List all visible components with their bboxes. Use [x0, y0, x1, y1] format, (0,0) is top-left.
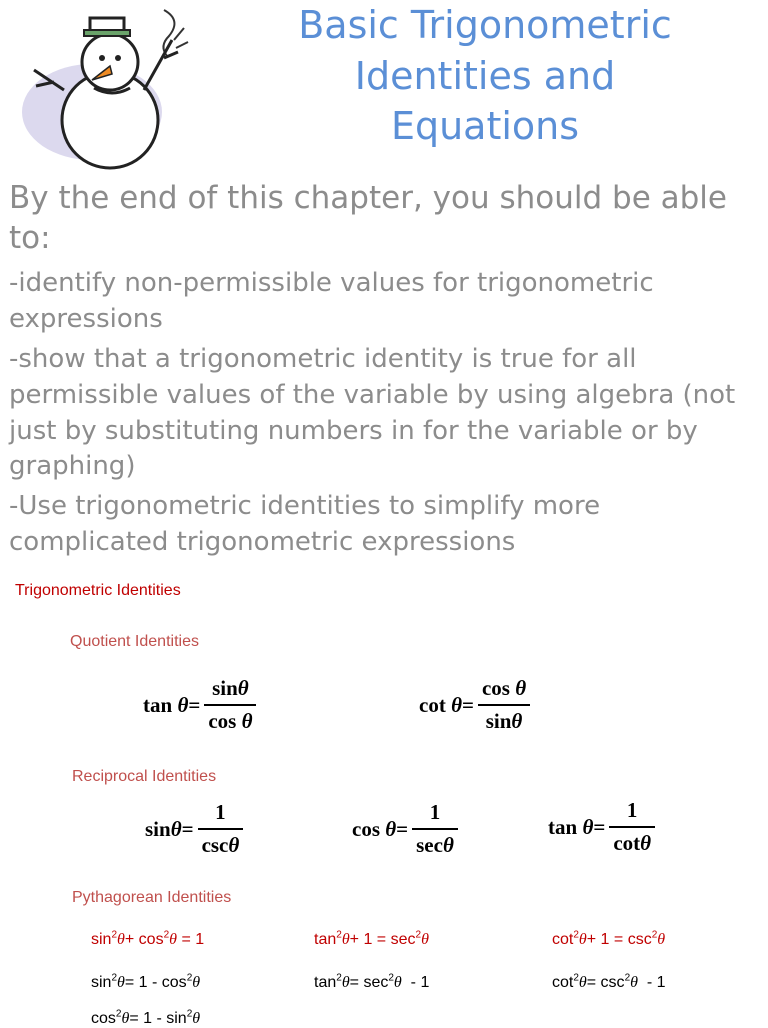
fraction — [609, 798, 655, 856]
fn-name: cos — [352, 816, 380, 841]
pythagorean-variant: $\tan^2\theta= \sec^2\theta - 1$ — [314, 972, 430, 991]
objective-item: -identify non-permissible values for trigonometric expressions — [9, 268, 654, 334]
title-line: Equations — [390, 104, 580, 149]
section-pythagorean: Pythagorean Identities — [72, 889, 232, 906]
theta: θ — [451, 692, 462, 717]
objective-item: -show that a trigonometric identity is true for all permissible values of the variable by using algebra (not just by substituting numbers in for the variable or by graphing) — [9, 343, 736, 482]
objective-item: -Use trigonometric identities to simplify more complicated trigonometric expressions — [9, 491, 601, 558]
theta: θ — [640, 831, 652, 855]
title-line: Identities and — [354, 53, 616, 98]
section-trig-identities: Trigonometric Identities — [15, 582, 181, 599]
pythagorean-variant: $\sin^2\theta= 1 - \cos^2\theta$ — [91, 972, 201, 991]
intro-text: By the end of this chapter, you should be able to: — [9, 180, 727, 257]
theta: θ — [228, 833, 240, 857]
reciprocal-identity-tan: tan θ = $\frac{1}{\cot\theta}$ — [548, 798, 655, 856]
fn-name: cot — [419, 692, 446, 717]
pythagorean-variant: $\cot^2\theta= \csc^2\theta - 1$ — [552, 972, 666, 991]
numerator: 1 — [429, 800, 441, 824]
reciprocal-identity-sin: sin θ = $\frac{1}{\csc\theta}$ — [145, 800, 243, 858]
quotient-identity-cot: cot θ = $\frac{\text{cos θ}}{\sin\theta}$ — [419, 676, 530, 734]
denominator: sin — [485, 709, 512, 733]
pythagorean-identity: $\cot^2\theta+ 1 = \csc^2\theta$ — [552, 929, 666, 948]
objectives-list — [9, 266, 764, 565]
numerator: cos — [481, 676, 510, 700]
theta: θ — [582, 814, 594, 839]
fraction — [412, 800, 458, 858]
theta: θ — [241, 709, 253, 733]
numerator: 1 — [215, 800, 226, 824]
numerator: sin — [212, 676, 238, 700]
denominator: sec — [416, 833, 443, 857]
pythagorean-identity: $\sin^2\theta+ \cos^2\theta = 1$ — [91, 929, 205, 948]
fraction — [198, 800, 244, 858]
title-line: Basic Trigonometric — [298, 3, 672, 47]
theta: θ — [511, 709, 523, 733]
page-title — [220, 0, 750, 152]
section-reciprocal: Reciprocal Identities — [72, 768, 217, 785]
reciprocal-identity-cos: cos θ = $\frac{1}{\sec\theta}$ — [352, 800, 458, 858]
denominator: cot — [613, 831, 641, 855]
theta: θ — [170, 816, 182, 841]
pythagorean-identity: $\tan^2\theta+ 1 = \sec^2\theta$ — [314, 929, 429, 948]
quotient-identity-tan: tan θ = $\frac{\sin\theta}{\text{cos θ}}$ — [143, 676, 256, 734]
theta: θ — [237, 676, 249, 700]
theta: θ — [177, 692, 189, 717]
fn-name: tan — [548, 814, 578, 839]
denominator: csc — [201, 833, 229, 857]
fraction — [204, 676, 256, 734]
snowman-clipart — [14, 0, 194, 172]
section-quotient: Quotient Identities — [70, 633, 199, 650]
theta: θ — [442, 833, 454, 857]
theta: θ — [385, 816, 397, 841]
fn-name: tan — [143, 692, 173, 717]
fn-name: sin — [145, 816, 171, 841]
pythagorean-variant: $\cos^2\theta= 1 - \sin^2\theta$ — [91, 1008, 201, 1027]
fraction — [478, 676, 530, 734]
theta: θ — [515, 676, 527, 700]
numerator: 1 — [626, 798, 638, 822]
denominator: cos — [208, 709, 237, 733]
